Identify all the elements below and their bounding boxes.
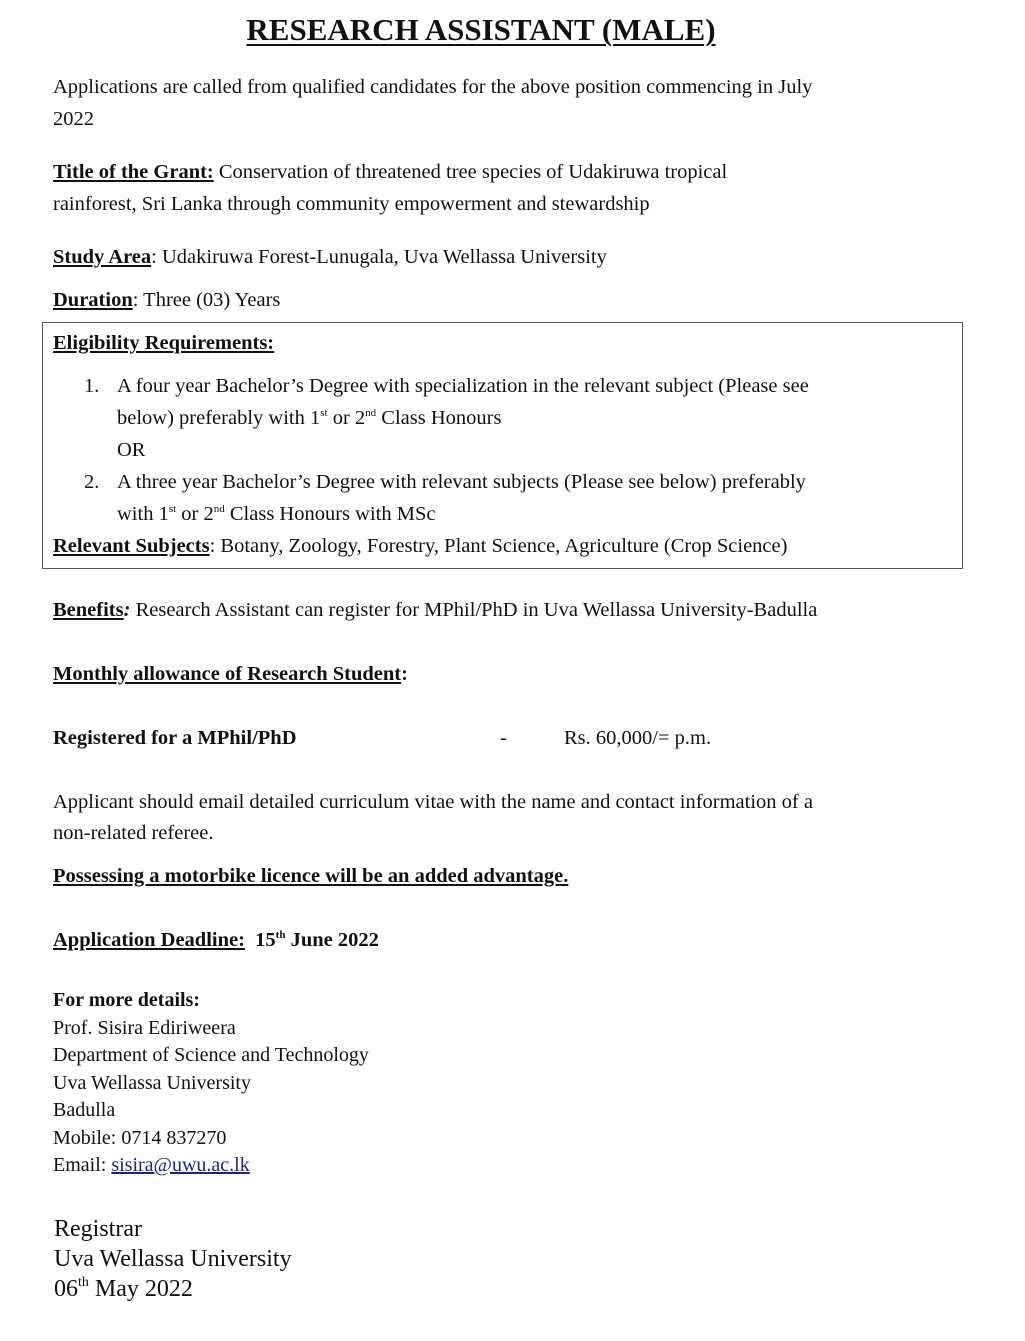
eligibility-item-2-line-2: with 1st or 2nd Class Honours with MSc [117, 503, 436, 525]
eligibility-item-1-line-2: below) preferably with 1st or 2nd Class Honours [117, 407, 502, 429]
apply-line-2: non-related referee. [53, 822, 214, 844]
eligibility-item-2-line-1: A three year Bachelor’s Degree with relevant subjects (Please see below) preferably [117, 471, 806, 493]
eligibility-heading: Eligibility Requirements: [53, 332, 275, 354]
eligibility-item-1-line-1: A four year Bachelor’s Degree with specialization in the relevant subject (Please see [117, 375, 809, 397]
contact-university: Uva Wellassa University [53, 1071, 251, 1094]
signature-org: Uva Wellassa University [54, 1246, 292, 1272]
grant-title: Title of the Grant: Conservation of threatened tree species of Udakiruwa tropical [53, 161, 728, 183]
email-link[interactable]: sisira@uwu.ac.lk [111, 1154, 250, 1176]
contact-block [53, 987, 369, 1180]
benefits: Benefits: Research Assistant can register for MPhil/PhD in Uva Wellassa University-Badulla [53, 599, 818, 621]
list-number: 2. [84, 471, 100, 493]
application-deadline: Application Deadline: 15th June 2022 [53, 929, 379, 951]
contact-name: Prof. Sisira Ediriweera [53, 1016, 236, 1039]
eligibility-box [42, 322, 963, 569]
grant-title-line-2: rainforest, Sri Lanka through community empowerment and stewardship [53, 193, 650, 215]
duration: Duration: Three (03) Years [53, 289, 281, 311]
list-number: 1. [84, 375, 100, 397]
signature-role: Registrar [54, 1216, 142, 1242]
signature-block [54, 1214, 292, 1304]
contact-heading: For more details: [53, 989, 201, 1011]
signature-date: 06th May 2022 [54, 1275, 193, 1302]
intro-line-1: Applications are called from qualified candidates for the above position commencing in July [53, 76, 813, 98]
contact-city: Badulla [53, 1099, 116, 1121]
contact-email: Email: sisira@uwu.ac.lk [53, 1154, 250, 1176]
study-area: Study Area: Udakiruwa Forest-Lunugala, Uva Wellassa University [53, 246, 607, 268]
allowance-row-dash: - [500, 727, 507, 749]
grant-label: Title of the Grant: [53, 161, 214, 183]
allowance-heading: Monthly allowance of Research Student: [53, 663, 408, 685]
allowance-row-value: Rs. 60,000/= p.m. [564, 727, 712, 749]
advantage-note: Possessing a motorbike licence will be an added advantage. [53, 865, 569, 887]
intro-line-2: 2022 [53, 108, 94, 130]
relevant-subjects: Relevant Subjects: Botany, Zoology, Forestry, Plant Science, Agriculture (Crop Science) [53, 535, 788, 557]
apply-line-1: Applicant should email detailed curriculum vitae with the name and contact information of a [53, 791, 813, 813]
allowance-row-label: Registered for a MPhil/PhD [53, 727, 297, 749]
contact-mobile: Mobile: 0714 837270 [53, 1126, 227, 1149]
page-title: RESEARCH ASSISTANT (MALE) [246, 12, 716, 47]
contact-department: Department of Science and Technology [53, 1044, 369, 1066]
eligibility-or: OR [117, 439, 146, 461]
